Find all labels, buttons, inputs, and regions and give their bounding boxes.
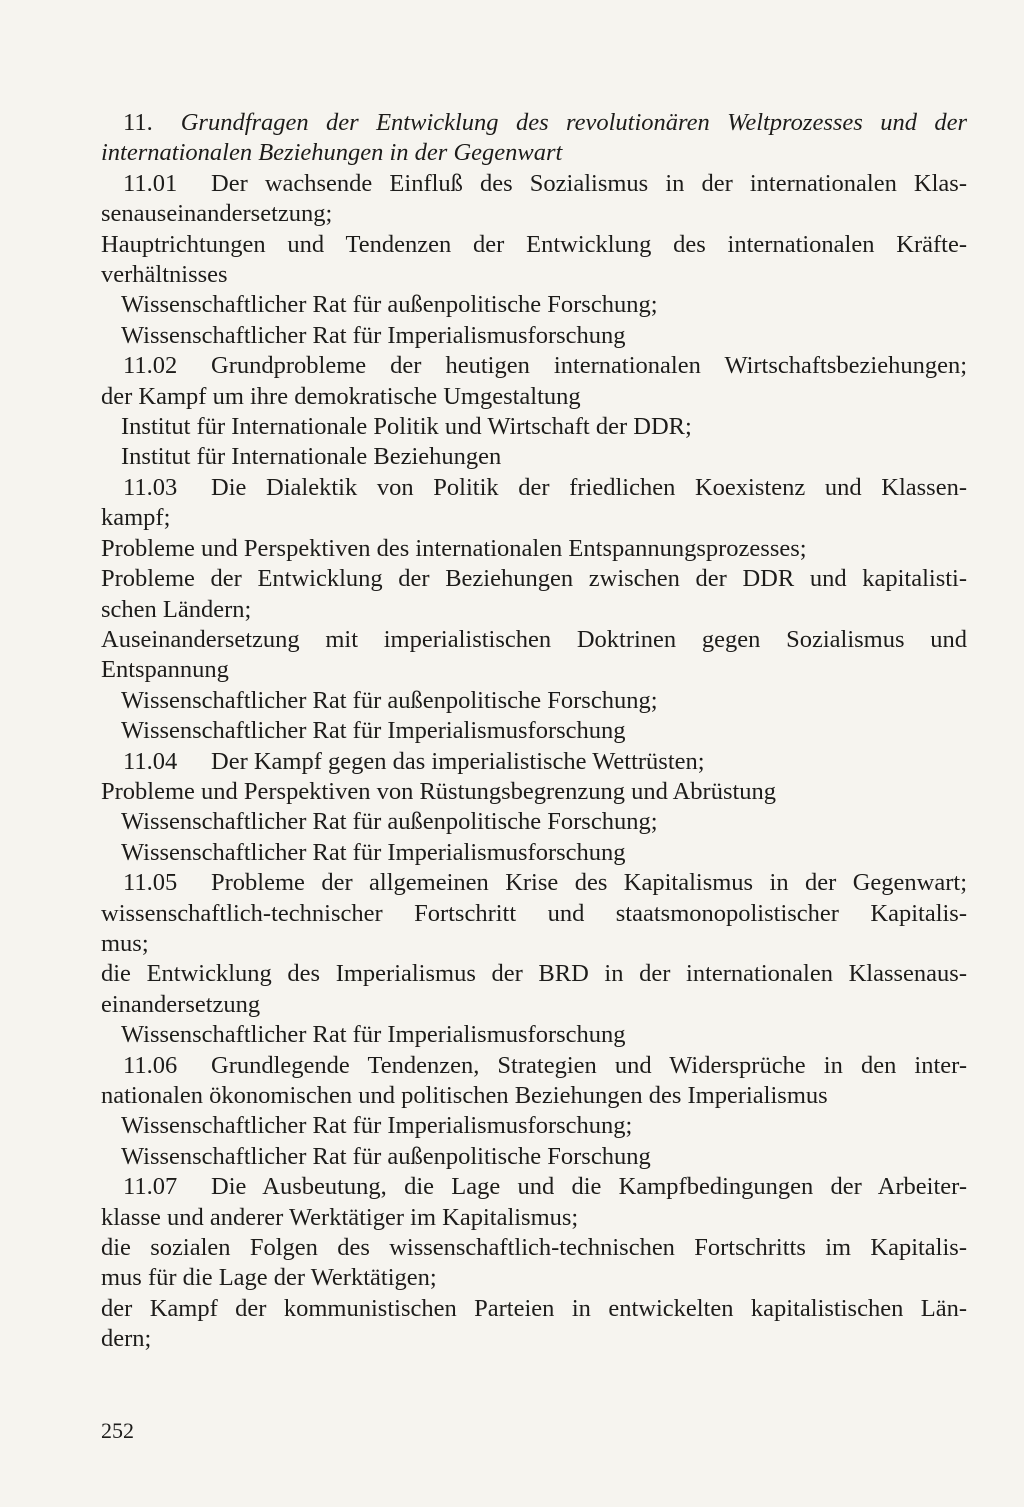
item-text: Die Dialektik von Politik der friedlichen Koexistenz und Klassen-	[211, 473, 967, 501]
item-text: Der wachsende Einfluß des Sozialismus in der internationalen Klas-	[211, 169, 967, 197]
item-11-03-line-1	[101, 473, 967, 503]
item-11-03-line-2: kampf;	[101, 504, 171, 532]
item-text: Grundprobleme der heutigen internationalen Wirtschaftsbeziehungen;	[211, 352, 967, 380]
item-11-07-line-2: klasse und anderer Werktätiger im Kapitalismus;	[101, 1203, 579, 1231]
page-number: 252	[101, 1418, 134, 1443]
item-text: Die Ausbeutung, die Lage und die Kampfbedingungen der Arbeiter-	[211, 1173, 967, 1201]
item-11-07-line-6: dern;	[101, 1325, 152, 1353]
institution-line: Institut für Internationale Politik und Wirtschaft der DDR;	[121, 413, 692, 441]
item-number: 11.02	[123, 352, 178, 380]
item-number: 11.05	[123, 869, 178, 897]
item-11-05-line-5: einandersetzung	[101, 990, 261, 1018]
institution-line: Institut für Internationale Beziehungen	[121, 443, 502, 471]
item-11-02-line-1	[101, 351, 967, 381]
item-11-07-line-3: die sozialen Folgen des wissenschaftlich-technischen Fortschritts im Kapitalis-	[101, 1234, 967, 1262]
institution-line: Wissenschaftlicher Rat für Imperialismusforschung	[121, 1021, 626, 1049]
item-11-03-line-7: Entspannung	[101, 656, 229, 684]
institution-line: Wissenschaftlicher Rat für Imperialismusforschung;	[121, 1112, 633, 1140]
item-11-03-line-3: Probleme und Perspektiven des internationalen Entspannungsprozesses;	[101, 534, 807, 562]
institution-line: Wissenschaftlicher Rat für außenpolitische Forschung;	[121, 291, 658, 319]
institution-line: Wissenschaftlicher Rat für außenpolitische Forschung;	[121, 808, 658, 836]
institution-line: Wissenschaftlicher Rat für Imperialismusforschung	[121, 717, 626, 745]
item-text: Grundlegende Tendenzen, Strategien und Widersprüche in den inter-	[211, 1051, 967, 1079]
item-text: Probleme der allgemeinen Krise des Kapitalismus in der Gegenwart;	[211, 869, 967, 897]
item-11-01-line-1	[101, 169, 967, 199]
item-11-06-line-2: nationalen ökonomischen und politischen Beziehungen des Imperialismus	[101, 1082, 828, 1109]
item-11-07-line-5: der Kampf der kommunistischen Parteien in entwickelten kapitalistischen Län-	[101, 1294, 967, 1322]
item-11-03-line-6: Auseinandersetzung mit imperialistischen Doktrinen gegen Sozialismus und	[101, 625, 967, 653]
institution-line: Wissenschaftlicher Rat für Imperialismusforschung	[121, 838, 626, 866]
item-11-05-line-4: die Entwicklung des Imperialismus der BRD in der internationalen Klassenaus-	[101, 960, 967, 988]
item-text: Der Kampf gegen das imperialistische Wettrüsten;	[211, 747, 705, 775]
item-11-04-line-2: Probleme und Perspektiven von Rüstungsbegrenzung und Abrüstung	[101, 777, 777, 805]
section-heading-line-2: internationalen Beziehungen in der Gegenwart	[101, 139, 563, 167]
section-heading-line-1	[101, 108, 967, 138]
item-number: 11.07	[123, 1173, 178, 1201]
section-title-1: Grundfragen der Entwicklung des revolutionären Weltprozesses und der	[180, 109, 967, 136]
item-number: 11.03	[123, 473, 178, 501]
item-11-05-line-1	[101, 868, 967, 898]
item-number: 11.04	[123, 747, 178, 775]
institution-line: Wissenschaftlicher Rat für außenpolitische Forschung	[121, 1142, 651, 1170]
item-11-07-line-1	[101, 1172, 967, 1202]
item-11-05-line-2: wissenschaftlich-technischer Fortschritt und staatsmonopolistischer Kapitalis-	[101, 899, 967, 927]
institution-line: Wissenschaftlicher Rat für Imperialismusforschung	[121, 321, 626, 349]
item-number: 11.01	[123, 169, 178, 197]
item-11-02-line-2: der Kampf um ihre demokratische Umgestaltung	[101, 382, 581, 410]
item-11-06-line-1	[101, 1051, 967, 1081]
item-number: 11.06	[123, 1051, 178, 1079]
section-number: 11.	[123, 109, 153, 136]
institution-line: Wissenschaftlicher Rat für außenpolitische Forschung;	[121, 686, 658, 714]
item-11-03-line-4: Probleme der Entwicklung der Beziehungen zwischen der DDR und kapitalisti-	[101, 565, 967, 593]
item-11-01-line-4: verhältnisses	[101, 261, 228, 289]
item-11-03-line-5: schen Ländern;	[101, 595, 252, 623]
item-11-01-line-2: senauseinandersetzung;	[101, 200, 333, 228]
text-column	[101, 108, 967, 1355]
item-11-07-line-4: mus für die Lage der Werktätigen;	[101, 1264, 437, 1292]
item-11-05-line-3: mus;	[101, 929, 149, 957]
item-11-01-line-3: Hauptrichtungen und Tendenzen der Entwicklung des internationalen Kräfte-	[101, 230, 967, 258]
item-11-04-line-1	[101, 747, 967, 777]
